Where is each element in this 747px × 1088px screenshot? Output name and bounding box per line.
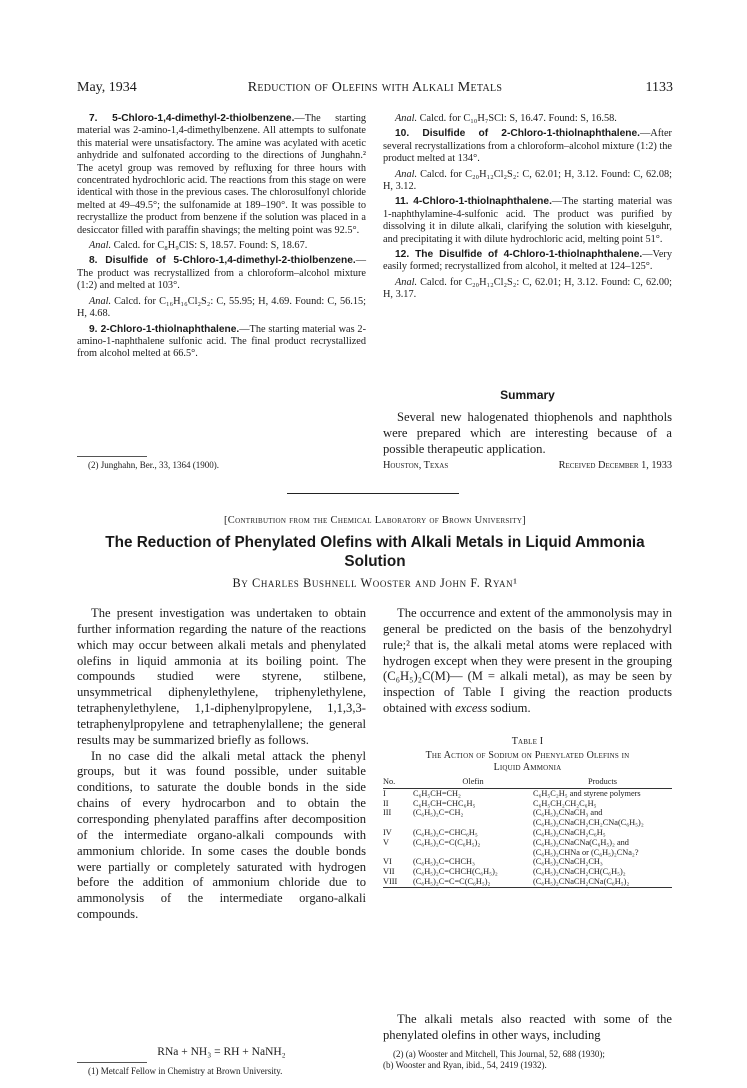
entry-10-analysis: [383, 169, 672, 194]
table-row: [383, 788, 672, 798]
footnote-benzohydryl: [383, 1049, 672, 1071]
paragraph-1: The present investigation was undertaken to obtain further information regarding the nature of the reactions which may occur between alkali metals and phenylated olefins in liquid ammonia at its boiling point. The compounds studied were styrene, stilbene, unsymmetrical diphenylethylene, triphenylethylene, tetraphenylethylene, 1,1-diphenylpropylene, 1,1,3,3-tetraphenylpropylene and tetraphenylallene; the general results may be summarized briefly as follows.: [77, 606, 366, 747]
entry-11-heading: 11. 4-Chloro-1-thiolnaphthalene.: [395, 196, 552, 208]
footnote-rule: [77, 456, 147, 457]
byline: By Charles Bushnell Wooster and John F. Ryan¹: [232, 576, 518, 590]
row-no: VII: [383, 867, 395, 877]
prev-article-left-column: [77, 113, 366, 361]
article-right-column: [383, 606, 672, 717]
title-line-2: Solution: [344, 553, 406, 570]
entry-10-text: —After several recrystallizations from a chloroform–alcohol mixture (1:2) the product melted at 134°.: [383, 128, 672, 165]
summary-text: Several new halogenated thiophenols and naphthols were prepared which are interesting because of a possible therapeutic application.: [383, 410, 672, 456]
table-1: [383, 777, 672, 888]
title-line-1: The Reduction of Phenylated Olefins with Alkali Metals in Liquid Ammonia: [105, 534, 645, 551]
row-products: (C₆H₅)₂CNaCH₂CH(C₆H₅)₂: [533, 867, 626, 877]
entry-10: [383, 128, 672, 165]
entry-8-heading: 8. Disulfide of 5-Chloro-1,4-dimethyl-2-thiolbenzene.: [89, 255, 356, 267]
entry-8: [77, 255, 366, 292]
row-olefin: (C₆H₅)₂C=CHC₆H₅: [413, 827, 478, 837]
paragraph-3: [383, 606, 672, 717]
entry-9-anal: Calcd. for C₁₀H₇SCl: S, 16.47. Found: S, 16.58.: [417, 113, 617, 124]
table-row: [383, 877, 672, 887]
row-products: C₆H₅C₂H₅ and styrene polymers: [533, 788, 641, 798]
reaction-products-table: [383, 777, 672, 888]
table-1-label: Table I: [511, 736, 544, 747]
entry-11-text: —The starting material was 1-naphthylamine-4-sulfonic acid. The product was purified by dissolving it in dilute alkali, clarifying the solution with kieselguhr, and precipitating it with dilute hydrochloric acid, melting point 51°.: [383, 196, 672, 245]
caption-line-1: The Action of Sodium on Phenylated Olefins in: [425, 750, 630, 761]
entry-9-heading: 9. 2-Chloro-1-thiolnaphthalene.: [89, 323, 240, 335]
row-no: III: [383, 808, 392, 818]
table-1-caption: [383, 750, 672, 774]
entry-9-text: —The starting material was 2-amino-1-naphthalene sulfonic acid. The final product recrystallized from alcohol melted at 66.5°.: [77, 323, 366, 360]
row-olefin: (C₆H₅)₂C=C(C₆H₅)₂: [413, 837, 481, 847]
entry-8-anal: Calcd. for C₁₆H₁₆Cl₂S₂: C, 55.95; H, 4.69. Found: C, 56.15; H, 4.68.: [77, 295, 366, 320]
header-olefin: Olefin: [462, 777, 484, 786]
anal-label: Anal.: [395, 113, 418, 124]
table-row: [383, 857, 672, 867]
row-no: V: [383, 837, 389, 847]
contribution-line: [Contribution from the Chemical Laboratory of Brown University]: [224, 515, 526, 526]
article-right-column-continued: [383, 1012, 672, 1044]
prev-article-right-column: [383, 113, 672, 302]
row-no: VIII: [383, 876, 398, 886]
row-products: (C₆H₅)₂CNaCH₂CNa(C₆H₅)₂: [533, 876, 630, 886]
row-products: (C₆H₅)₂CNaCH₂C₆H₅: [533, 827, 606, 837]
header-no: No.: [383, 777, 396, 786]
running-title: Reduction of Olefins with Alkali Metals: [247, 80, 503, 95]
entry-12-heading: 12. The Disulfide of 4-Chloro-1-thiolnaphthalene.: [395, 249, 643, 261]
entry-12-analysis: [383, 277, 672, 302]
row-products: (C₆H₅)₂CNaCH₂CH₃: [533, 857, 603, 867]
entry-10-heading: 10. Disulfide of 2-Chloro-1-thiolnaphthalene.: [395, 128, 640, 140]
entry-7-analysis: [77, 240, 366, 252]
row-olefin: (C₆H₅)₂C=CHCH(C₆H₅)₂: [413, 867, 498, 877]
row-olefin: (C₆H₅)₂C=C=C(C₆H₅)₂: [413, 876, 491, 886]
row-products: (C₆H₅)₂CNaCH₃ and (C₆H₅)₂CNaCH₂CH₂CNa(C₆H₅)₂: [533, 808, 644, 828]
row-no: II: [383, 798, 389, 808]
summary-body: [383, 410, 672, 458]
ammonolysis-equation: RNa + NH₃ = RH + NaNH₂: [157, 1046, 286, 1058]
paragraph-2: In no case did the alkali metal attack the phenyl groups, but it was found possible, under suitable conditions, to saturate the double bonds in the side chains of every hydrocarbon and to obtain the corresponding phenylated paraffins after decomposition of the intermediate organo-alkali compounds with ammonium chloride. In some cases the double bonds were partially or completely saturated with hydrogen before the addition of ammonium chloride due to ammonolysis of the intermediate organo-alkali compounds.: [77, 748, 366, 922]
paragraph-3-text-a: The occurrence and extent of the ammonolysis may in general be predicted on the basis of the benzohydryl rule;² that is, the alkali metal atoms were replaced with hydrogen except when they were present in the grouping (C₆H₅)₂C(M)— (M = alkali metal), as may be seen by inspection of Table I giving the reaction products obtained with: [383, 606, 672, 716]
signature-received: Received December 1, 1933: [558, 460, 672, 471]
row-olefin: (C₆H₅)₂C=CHCH₃: [413, 857, 475, 867]
footnote-junghahn: (2) Junghahn, Ber., 33, 1364 (1900).: [88, 460, 219, 470]
footnote-2b: (b) Wooster and Ryan, ibid., 54, 2419 (1932).: [383, 1060, 547, 1070]
paragraph-3-text-b: sodium.: [487, 701, 531, 716]
row-products: (C₆H₅)₂CNaCNa(C₆H₅)₂ and (C₆H₅)₂CHNa or (C₆H₅)₂CNa₂?: [533, 837, 639, 857]
entry-11: [383, 196, 672, 246]
row-no: IV: [383, 827, 392, 837]
footnote-rule: [77, 1062, 147, 1063]
entry-10-anal: Calcd. for C₂₀H₁₂Cl₂S₂: C, 62.01; H, 3.12. Found: C, 62.08; H, 3.12.: [383, 168, 672, 193]
journal-date: May, 1934: [77, 80, 137, 95]
row-products: C₆H₅CH₂CH₂C₆H₅: [533, 798, 597, 808]
entry-9: [77, 324, 366, 361]
emphasis-excess: excess: [455, 701, 488, 716]
summary-heading: Summary: [500, 388, 555, 402]
entry-9-analysis: [383, 113, 672, 125]
entry-12: [383, 249, 672, 274]
footnote-metcalf: (1) Metcalf Fellow in Chemistry at Brown University.: [88, 1066, 283, 1076]
signature-location: Houston, Texas: [383, 460, 449, 471]
entry-7-anal: Calcd. for C₈H₉ClS: S, 18.57. Found: S, 18.67.: [111, 240, 308, 252]
row-olefin: C₆H₅CH=CH₂: [413, 788, 461, 798]
entry-8-text: —The product was recrystallized from a chloroform–alcohol mixture (1:2) and melted at 103°.: [77, 255, 366, 292]
table-row: [383, 808, 672, 828]
page-number: 1133: [645, 80, 673, 95]
row-no: VI: [383, 857, 392, 867]
entry-7-text: —The starting material was 2-amino-1,4-dimethylbenzene. All attempts to sulfonate this material were unsatisfactory. The amine was acylated with acetic anhydride and sulfonated according to the directions of Junghahn.² The acetyl group was removed by refluxing for three hours with concentrated hydrochloric acid. The reactions from this stage on were identical with those in the previous cases. The chlorosulfonyl chloride melted at 49–49.5°; the sulfonamide at 189–190°. It was possible to recrystallize the product from benzene if the solution was placed in a desiccator filled with paraffin shavings; the melting point was 92.5°.: [77, 113, 366, 236]
paragraph-4: The alkali metals also reacted with some of the phenylated olefins in other ways, including: [383, 1012, 672, 1042]
entry-12-anal: Calcd. for C₂₀H₁₂Cl₂S₂: C, 62.01; H, 3.12. Found: C, 62.00; H, 3.17.: [383, 276, 672, 301]
article-divider: [287, 493, 459, 494]
table-row: [383, 838, 672, 858]
anal-label: Anal.: [395, 168, 418, 180]
entry-7: [77, 113, 366, 237]
row-olefin: (C₆H₅)₂C=CH₂: [413, 808, 464, 818]
row-no: I: [383, 788, 386, 798]
caption-line-2: Liquid Ammonia: [493, 762, 562, 773]
table-row: [383, 867, 672, 877]
entry-8-analysis: [77, 296, 366, 321]
footnote-2a: (2) (a) Wooster and Mitchell, This Journal, 52, 688 (1930);: [393, 1049, 605, 1059]
table-row: [383, 828, 672, 838]
article-title: [77, 533, 673, 571]
anal-label: Anal.: [89, 240, 112, 252]
running-head: [77, 80, 673, 100]
article-left-column: [77, 606, 366, 923]
table-row: [383, 799, 672, 809]
entry-12-text: —Very easily formed; recrystallized from alcohol, it melted at 124–125°.: [383, 249, 672, 273]
entry-7-heading: 7. 5-Chloro-1,4-dimethyl-2-thiolbenzene.: [89, 113, 295, 124]
row-olefin: C₆H₅CH=CHC₆H₅: [413, 798, 476, 808]
anal-label: Anal.: [89, 295, 112, 307]
header-products: Products: [587, 777, 618, 786]
anal-label: Anal.: [395, 276, 418, 288]
table-header-row: [383, 777, 672, 788]
